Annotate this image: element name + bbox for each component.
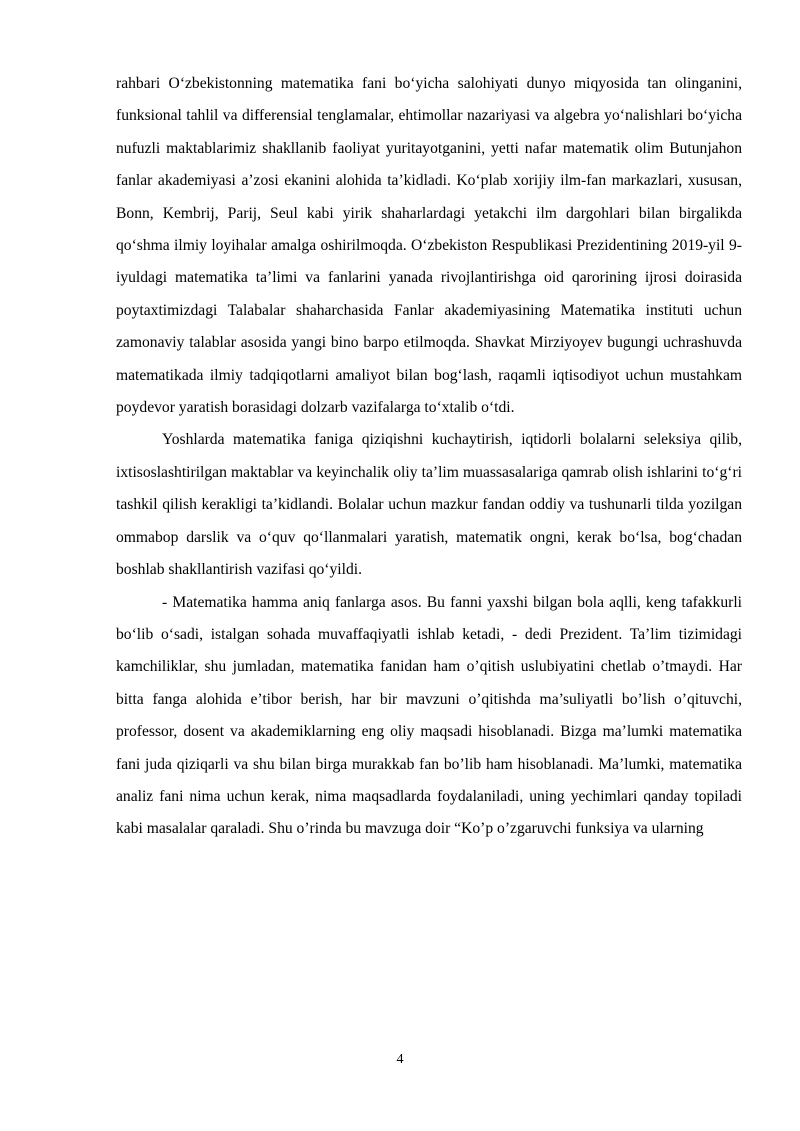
paragraph-1: rahbari O‘zbekistonning matematika fani bo‘yicha salohiyati dunyo miqyosida tan olinganini, funksional tahlil va differensial tenglamalar, ehtimollar nazariyasi va algebra yo‘nalishlari bo‘yicha nufuzli maktablarimiz shakllanib faoliyat yuritayotganini, yetti nafar matematik olim Butunjahon fanlar akademiyasi a’zosi ekanini alohida ta’kidladi. Ko‘plab xorijiy ilm-fan markazlari, xususan, Bonn, Kembrij, Parij, Seul kabi yirik shaharlardagi yetakchi ilm dargohlari bilan birgalikda qo‘shma ilmiy loyihalar amalga oshirilmoqda. O‘zbekiston Respublikasi Prezidentining 2019-yil 9-iyuldagi matematika ta’limi va fanlarini yanada rivojlantirishga oid qarorining ijrosi doirasida poytaxtimizdagi Talabalar shaharchasida Fanlar akademiyasining Matematika instituti uchun zamonaviy talablar asosida yangi bino barpo etilmoqda. Shavkat Mirziyoyev bugungi uchrashuvda matematikada ilmiy tadqiqotlarni amaliyot bilan bog‘lash, raqamli iqtisodiyot uchun mustahkam poydevor yaratish borasidagi dolzarb vazifalarga to‘xtalib o‘tdi. bbox=[116, 75, 742, 417]
page-number: 4 bbox=[396, 1052, 404, 1067]
body-text bbox=[116, 68, 742, 846]
paragraph-3: - Matematika hamma aniq fanlarga asos. Bu fanni yaxshi bilgan bola aqlli, keng tafakkurli bo‘lib o‘sadi, istalgan sohada muvaffaqiyatli ishlab ketadi, - dedi Prezident. Ta’lim tizimidagi kamchiliklar, shu jumladan, matematika fanidan ham o’qitish uslubiyatini chetlab o’tmaydi. Har bitta fanga alohida e’tibor berish, har bir mavzuni o’qitishda ma’suliyatli bo’lish o’qituvchi, professor, dosent va akademiklarning eng oliy maqsadi hisoblanadi. Bizga ma’lumki matematika fani juda qiziqarli va shu bilan birga murakkab fan bo’lib ham hisoblanadi. Ma’lumki, matematika analiz fani nima uchun kerak, nima maqsadlarda foydalaniladi, uning yechimlari qanday topiladi kabi masalalar qaraladi. Shu o’rinda bu mavzuga doir “Ko’p o’zgaruvchi funksiya va ularning bbox=[116, 593, 742, 838]
paragraph-2: Yoshlarda matematika faniga qiziqishni kuchaytirish, iqtidorli bolalarni seleksiya qilib, ixtisoslashtirilgan maktablar va keyinchalik oliy ta’lim muassasalariga qamrab olish ishlarini to‘g‘ri tashkil qilish kerakligi ta’kidlandi. Bolalar uchun mazkur fandan oddiy va tushunarli tilda yozilgan ommabop darslik va o‘quv qo‘llanmalari yaratish, matematik ongni, kerak bo‘lsa, bog‘chadan boshlab shakllantirish vazifasi qo‘yildi. bbox=[116, 431, 742, 579]
